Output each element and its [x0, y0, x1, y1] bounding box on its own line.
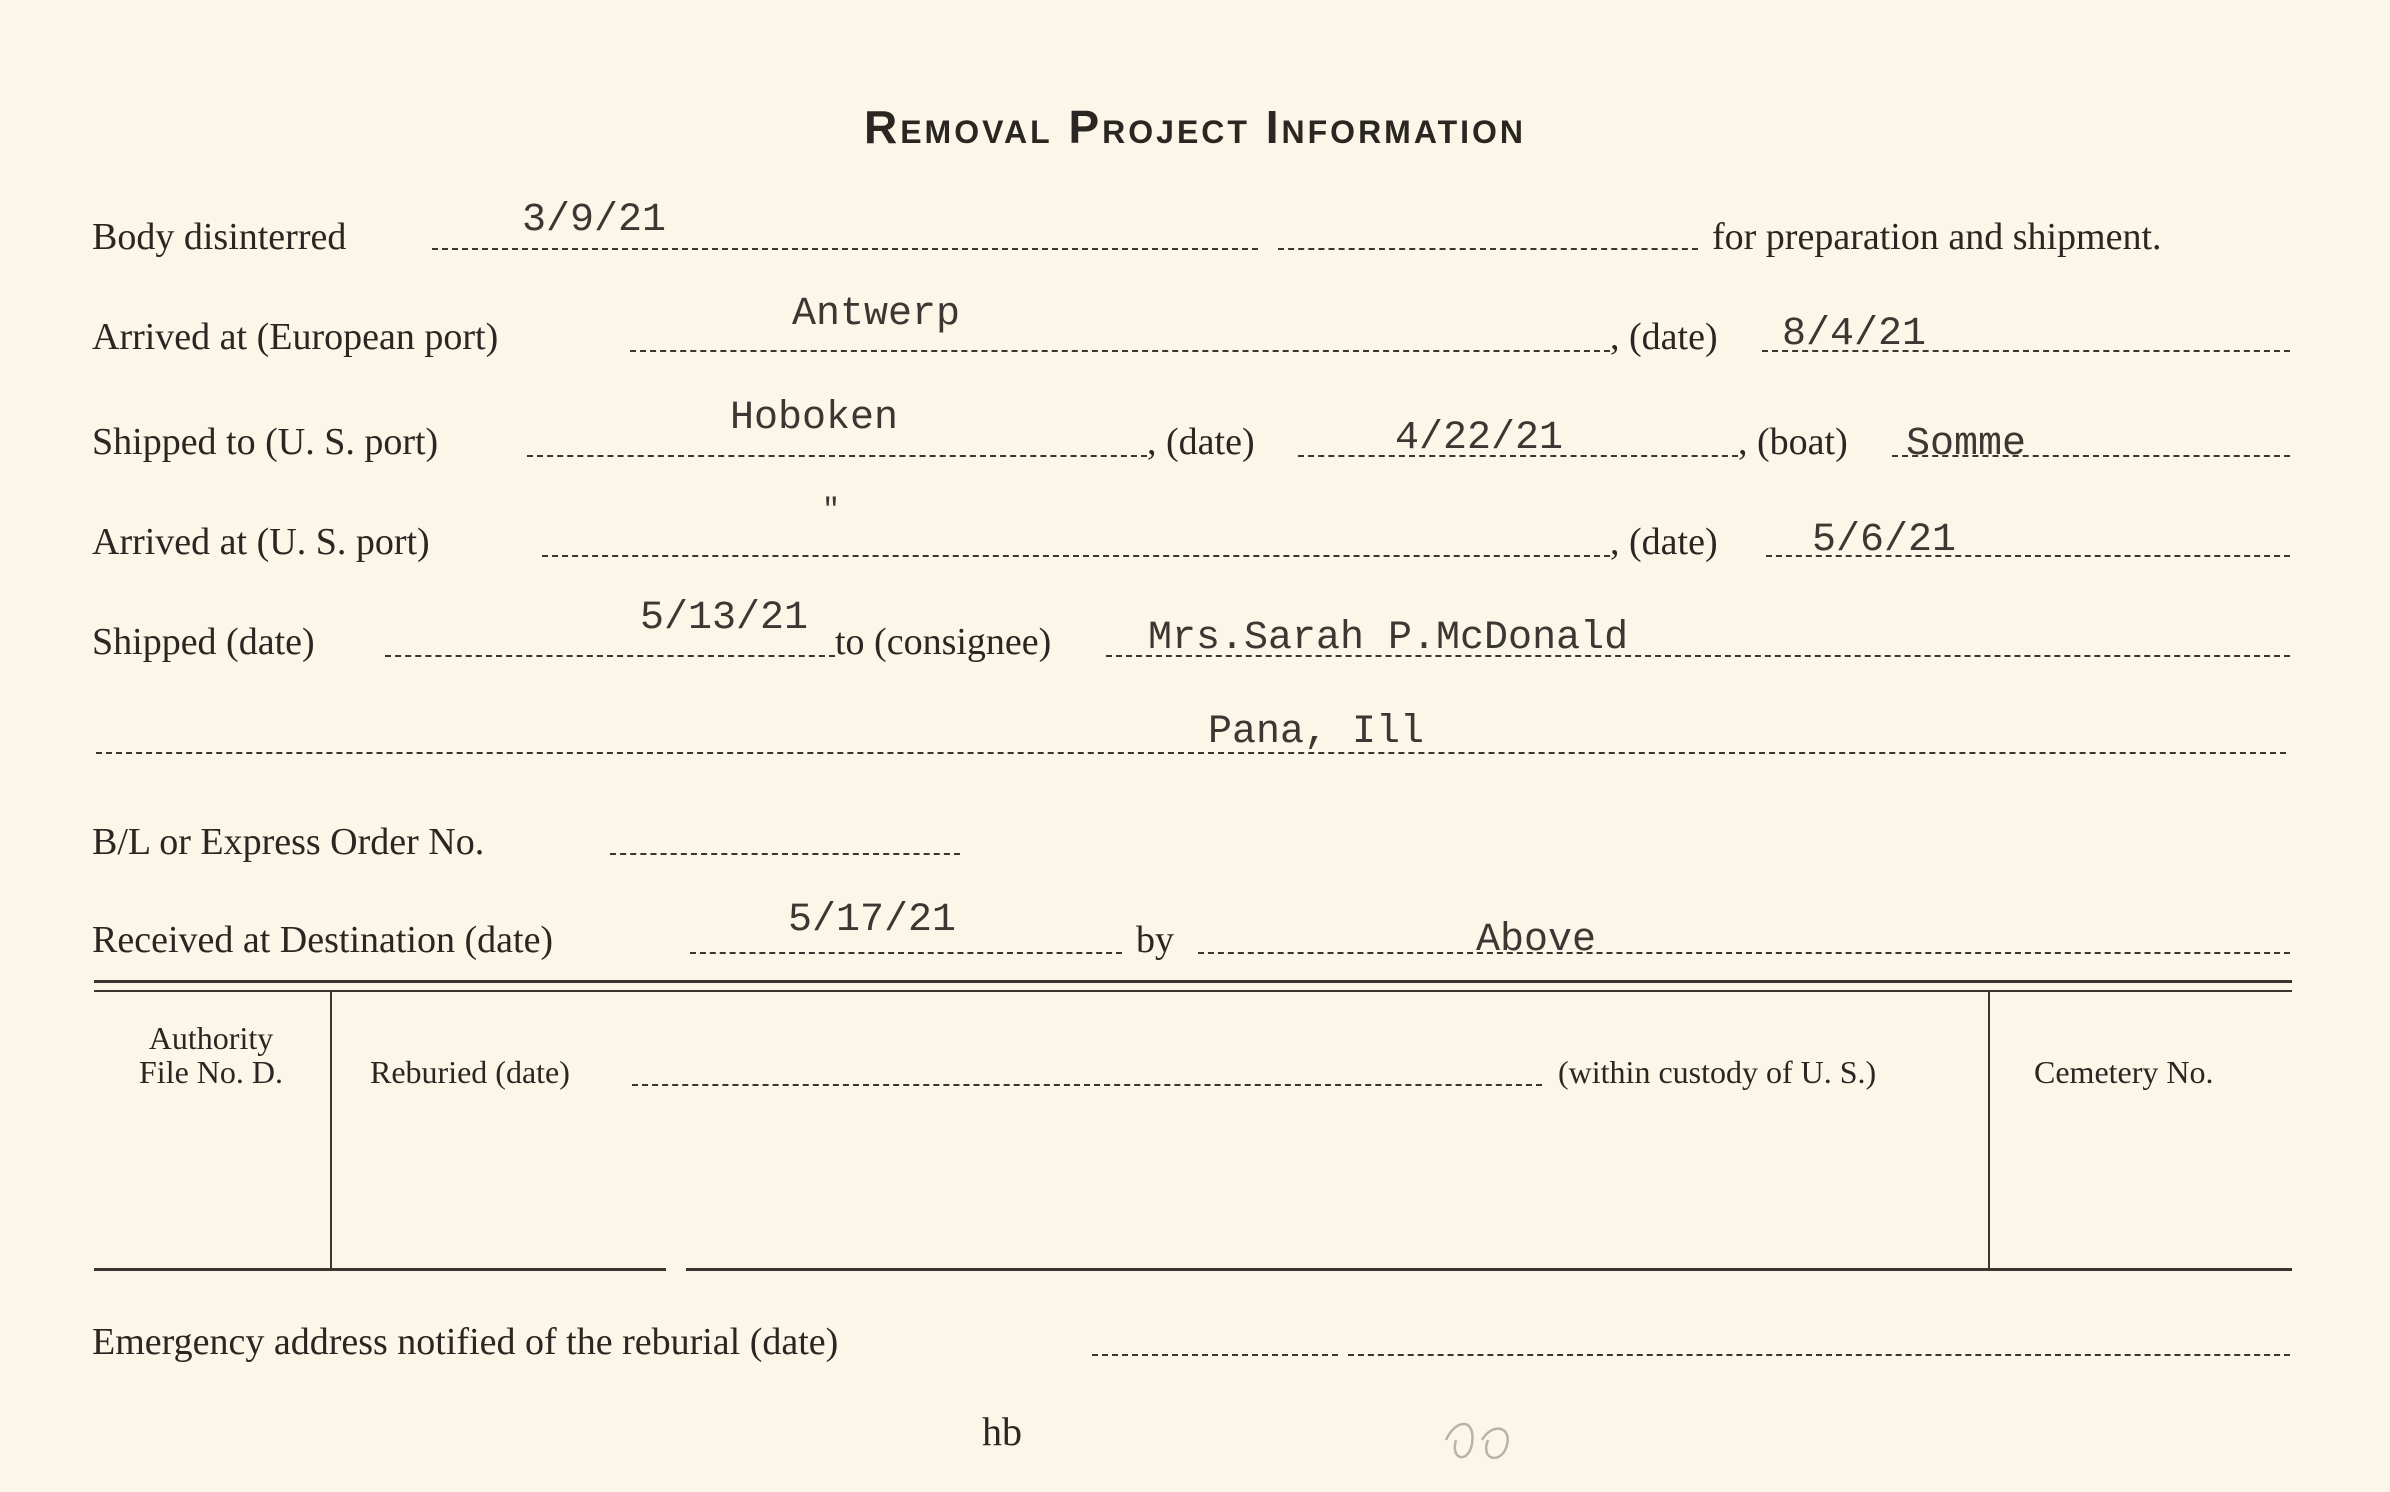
authority-label-1: Authority [148, 1020, 274, 1056]
consignee-value: Mrs.Sarah P.McDonald [1148, 616, 1629, 661]
shipped-date-label: Shipped (date) [92, 621, 315, 663]
reburied-line [632, 1084, 1542, 1086]
emergency-label: Emergency address notified of the reburial (date) [92, 1321, 839, 1363]
received-label: Received at Destination (date) [92, 919, 554, 961]
arrived-european-label: Arrived at (European port) [92, 316, 499, 358]
bl-order-line [610, 853, 960, 855]
arrived-european-date-label: , (date) [1610, 316, 1718, 358]
arrived-us-date: 5/6/21 [1812, 518, 1957, 563]
received-by-label: by [1136, 919, 1174, 961]
shipped-date-value: 5/13/21 [640, 596, 809, 641]
consignee-address-line [96, 752, 2286, 754]
body-disinterred-label: Body disinterred [92, 216, 347, 258]
shipped-date-line [385, 655, 835, 657]
shipped-us-port: Hoboken [730, 396, 899, 441]
arrived-us-line [542, 555, 1610, 557]
reburied-label: Reburied (date) [370, 1054, 570, 1090]
initials: hb [982, 1409, 1022, 1454]
consignee-address: Pana, Ill [1208, 710, 1425, 755]
table-divider-right [1988, 992, 1990, 1268]
table-top-rule [94, 980, 2292, 983]
shipped-us-label: Shipped to (U. S. port) [92, 421, 439, 463]
body-disinterred-line [432, 248, 1258, 250]
body-disinterred-value: 3/9/21 [522, 198, 667, 243]
pencil-mark [1436, 1410, 1528, 1480]
shipped-us-date: 4/22/21 [1395, 416, 1564, 461]
arrived-european-date: 8/4/21 [1782, 312, 1927, 357]
page-title: Removal Project Information [863, 101, 1527, 153]
arrived-us-date-label: , (date) [1610, 521, 1718, 563]
table-bottom-rule-right [686, 1268, 2292, 1271]
shipped-us-date-label: , (date) [1147, 421, 1255, 463]
bl-order-label: B/L or Express Order No. [92, 821, 485, 863]
custody-label: (within custody of U. S.) [1558, 1054, 1877, 1090]
shipped-us-boat: Somme [1906, 422, 2027, 467]
table-bottom-rule-left [94, 1268, 666, 1271]
preparation-suffix: for preparation and shipment. [1712, 216, 2162, 258]
cemetery-label: Cemetery No. [2034, 1054, 2214, 1090]
shipped-us-line [527, 455, 1147, 457]
table-divider-left [330, 992, 332, 1268]
emergency-line-2 [1348, 1354, 2290, 1356]
arrived-us-port: " [822, 494, 841, 528]
arrived-european-line [630, 350, 1610, 352]
arrived-european-port: Antwerp [792, 292, 961, 337]
received-by: Above [1476, 918, 1597, 963]
received-date-line [690, 952, 1122, 954]
consignee-label: to (consignee) [835, 621, 1052, 663]
received-date: 5/17/21 [788, 898, 957, 943]
table-top-rule-2 [94, 990, 2292, 992]
authority-label-2: File No. D. [139, 1054, 283, 1090]
body-disinterred-line-2 [1278, 248, 1698, 250]
shipped-us-boat-label: , (boat) [1738, 421, 1848, 463]
emergency-line-1 [1092, 1354, 1338, 1356]
arrived-us-label: Arrived at (U. S. port) [92, 521, 430, 563]
received-by-line [1198, 952, 2290, 954]
